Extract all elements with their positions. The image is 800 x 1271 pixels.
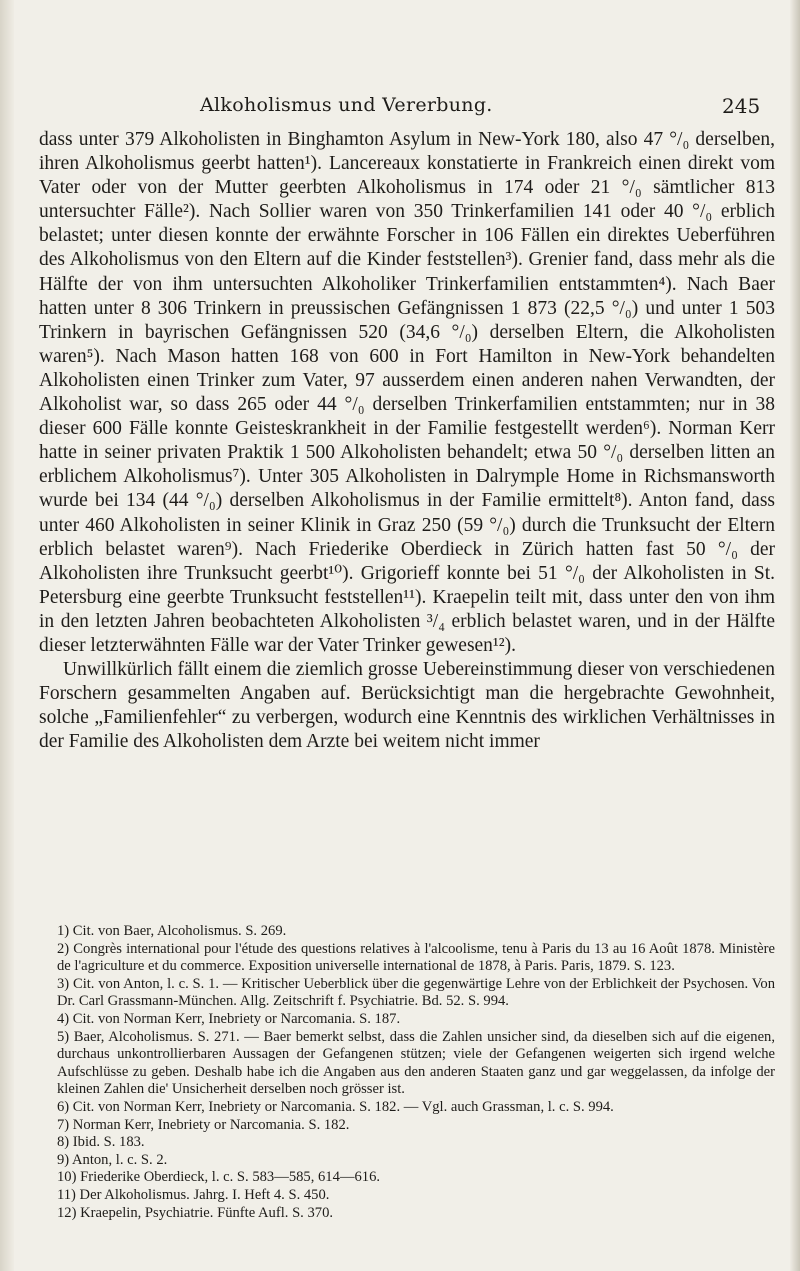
page-header: [0, 92, 800, 122]
footnote-7: 7) Norman Kerr, Inebriety or Narcomania. S. 182.: [57, 1116, 350, 1133]
footnote-8: 8) Ibid. S. 183.: [57, 1134, 145, 1151]
page-edge-right: [790, 0, 800, 1271]
main-text: [39, 128, 775, 754]
footnote-3: 3) Cit. von Anton, l. c. S. 1. — Kritischer Ueberblick über die gegenwärtige Lehre von der Erblichkeit der Psychosen. Von Dr. Carl Grassmann-München. Allg. Zeitschrift f. Psychiatrie. Bd. 52. S. 994.: [57, 975, 775, 1010]
footnote-5: 5) Baer, Alcoholismus. S. 271. — Baer bemerkt selbst, dass die Zahlen unsicher sind, da dieselben sich auf die eigenen, durchaus unkontrollierbaren Aussagen der Gefangenen stützen; viele der Gefangenen weigerten sich irgend welche Aufschlüsse zu geben. Deshalb habe ich die Angaben aus den anderen Staaten ganz und gar weggelassen, da infolge der kleinen Zahlen die' Unsicherheit derselben noch grösser ist.: [57, 1028, 775, 1098]
paragraph-2: Unwillkürlich fällt einem die ziemlich grosse Uebereinstimmung dieser von verschiedenen Forschern gesammelten Angaben auf. Berücksichtigt man die hergebrachte Gewohnheit, solche „Familienfehler“ zu verbergen, wodurch eine Kenntnis des wirklichen Verhältnisses in der Familie des Alkoholisten dem Arzte bei weitem nicht immer: [39, 659, 775, 753]
paragraph-1: dass unter 379 Alkoholisten in Binghamton Asylum in New-York 180, also 47 °/₀ derselben, ihren Alkoholismus geerbt hatten¹). Lancereaux konstatierte in Frankreich einen direkt vom Vater oder von der Mutter geerbten Alkoholismus in 174 oder 21 °/₀ sämtlicher 813 untersuchter Fälle²). Nach Sollier waren von 350 Trinkerfamilien 141 oder 40 °/₀ erblich belastet; unter diesen konnte der erwähnte Forscher in 106 Fällen ein direktes Ueberführen des Alkoholismus von den Eltern auf die Kinder feststellen³). Grenier fand, dass mehr als die Hälfte der von ihm untersuchten Alkoholiker Trinkerfamilien entstammten⁴). Nach Baer hatten unter 8 306 Trinkern in preussischen Gefängnissen 1 873 (22,5 °/₀) und unter 1 503 Trinkern in bayrischen Gefängnissen 520 (34,6 °/₀) derselben Eltern, die Alkoholisten waren⁵). Nach Mason hatten 168 von 600 in Fort Hamilton in New-York behandelten Alkoholisten einen Trinker zum Vater, 97 ausserdem einen anderen nahen Verwandten, der Alkoholist war, so dass 265 oder 44 °/₀ derselben Trinkerfamilien entstammten; nur in 38 dieser 600 Fälle konnte Geisteskrankheit in der Familie festgestellt werden⁶). Norman Kerr hatte in seiner privaten Praktik 1 500 Alkoholisten behandelt; etwa 50 °/₀ derselben litten an erblichem Alkoholismus⁷). Unter 305 Alkoholisten in Dalrymple Home in Richsmansworth wurde bei 134 (44 °/₀) derselben Alkoholismus in der Familie ermittelt⁸). Anton fand, dass unter 460 Alkoholisten in seiner Klinik in Graz 250 (59 °/₀) durch die Trunksucht der Eltern erblich belastet waren⁹). Nach Friederike Oberdieck in Zürich hatten fast 50 °/₀ der Alkoholisten ihre Trunksucht geerbt¹⁰). Grigorieff konnte bei 51 °/₀ der Alkoholisten in St. Petersburg eine geerbte Trunksucht feststellen¹¹). Kraepelin teilt mit, dass unter den von ihm in den letzten Jahren beobachteten Alkoholisten ³/₄ erblich belastet waren, und in der Hälfte dieser letzterwähnten Fälle war der Vater Trinker gewesen¹²).: [39, 129, 775, 656]
footnote-6: 6) Cit. von Norman Kerr, Inebriety or Narcomania. S. 182. — Vgl. auch Grassman, l. c. S. 994.: [57, 1098, 614, 1115]
footnote-11: 11) Der Alkoholismus. Jahrg. I. Heft 4. S. 450.: [57, 1186, 330, 1203]
footnote-10: 10) Friederike Oberdieck, l. c. S. 583—585, 614—616.: [57, 1169, 381, 1186]
page-edge-left: [0, 0, 14, 1271]
footnote-4: 4) Cit. von Norman Kerr, Inebriety or Narcomania. S. 187.: [57, 1010, 401, 1027]
footnote-1: 1) Cit. von Baer, Alcoholismus. S. 269.: [57, 923, 287, 939]
running-title: Alkoholismus und Vererbung.: [200, 94, 493, 116]
footnotes: [39, 923, 775, 1222]
footnote-9: 9) Anton, l. c. S. 2.: [57, 1151, 168, 1168]
page-number: 245: [722, 94, 761, 118]
footnote-12: 12) Kraepelin, Psychiatrie. Fünfte Aufl. S. 370.: [57, 1204, 334, 1221]
footnote-2: 2) Congrès international pour l'étude des questions relatives à l'alcoolisme, tenu à Paris du 13 au 16 Août 1878. Ministère de l'agriculture et du commerce. Exposition universelle international de 1878, à Paris. Paris, 1879. S. 123.: [57, 940, 775, 975]
